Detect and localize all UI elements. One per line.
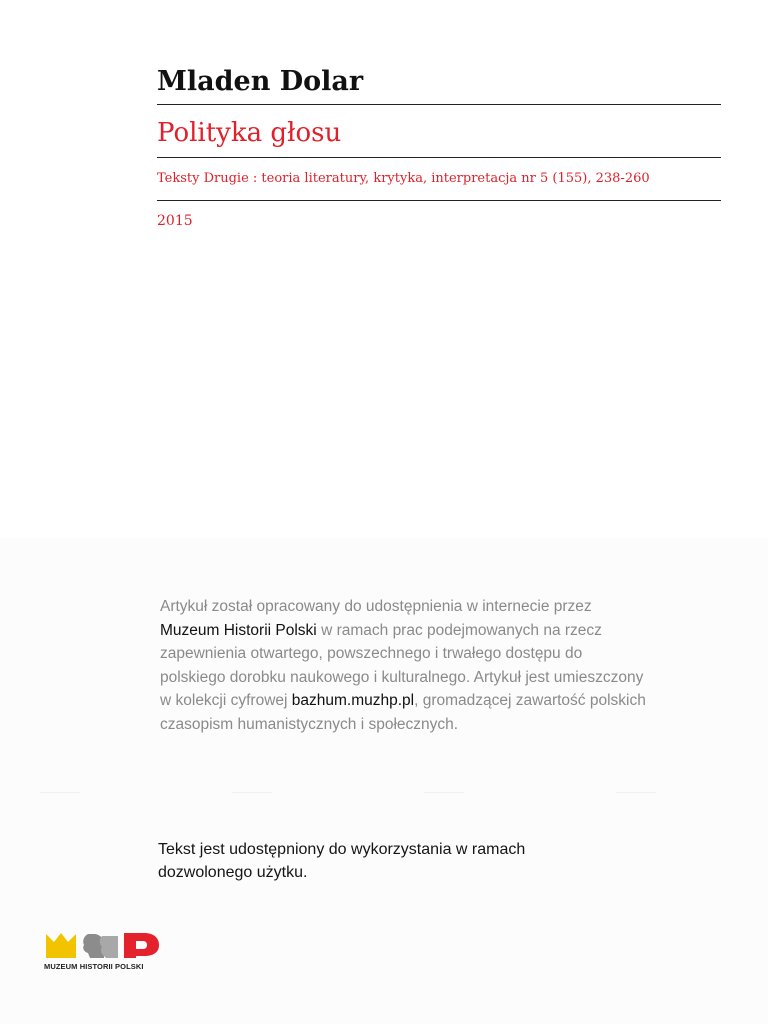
note-text: w kolekcji cyfrowej [160,692,292,709]
document-header [157,64,721,230]
note-line: polskiego dorobku naukowego i kulturalnego. Artykuł jest umieszczony [160,668,644,686]
collection-link[interactable]: bazhum.muzhp.pl [291,692,415,709]
article-title: Polityka głosu [157,118,342,148]
divider [157,104,721,105]
museum-logo-mark [44,930,164,960]
publication-year: 2015 [157,213,193,229]
museum-name: Muzeum Historii Polski [160,621,317,639]
availability-note [160,595,720,736]
note-line [160,619,720,643]
note-text: , gromadzącej zawartość polskich [414,692,646,709]
note-text: w ramach prac podejmowanych na rzecz [316,621,602,639]
faint-divider [616,792,656,793]
usage-line: Tekst jest udostępniony do wykorzystania w ramach [158,841,526,858]
usage-statement [158,838,618,884]
logo-caption: MUZEUM HISTORII POLSKI [44,962,144,971]
faint-divider [232,792,272,793]
note-line: zapewnienia otwartego, powszechnego i trwałego dostępu do [160,645,583,662]
faint-divider [424,792,464,793]
divider [157,200,721,201]
faint-divider [40,792,80,793]
note-line: czasopism humanistycznych i społecznych. [160,715,459,733]
note-line: Artykuł został opracowany do udostępnienia w internecie przez [160,598,592,615]
usage-line: dozwolonego użytku. [158,864,308,881]
author-name: Mladen Dolar [157,66,364,97]
divider [157,157,721,158]
note-line [160,689,720,713]
journal-citation: Teksty Drugie : teoria literatury, krytyka, interpretacja nr 5 (155), 238-260 [157,171,650,186]
